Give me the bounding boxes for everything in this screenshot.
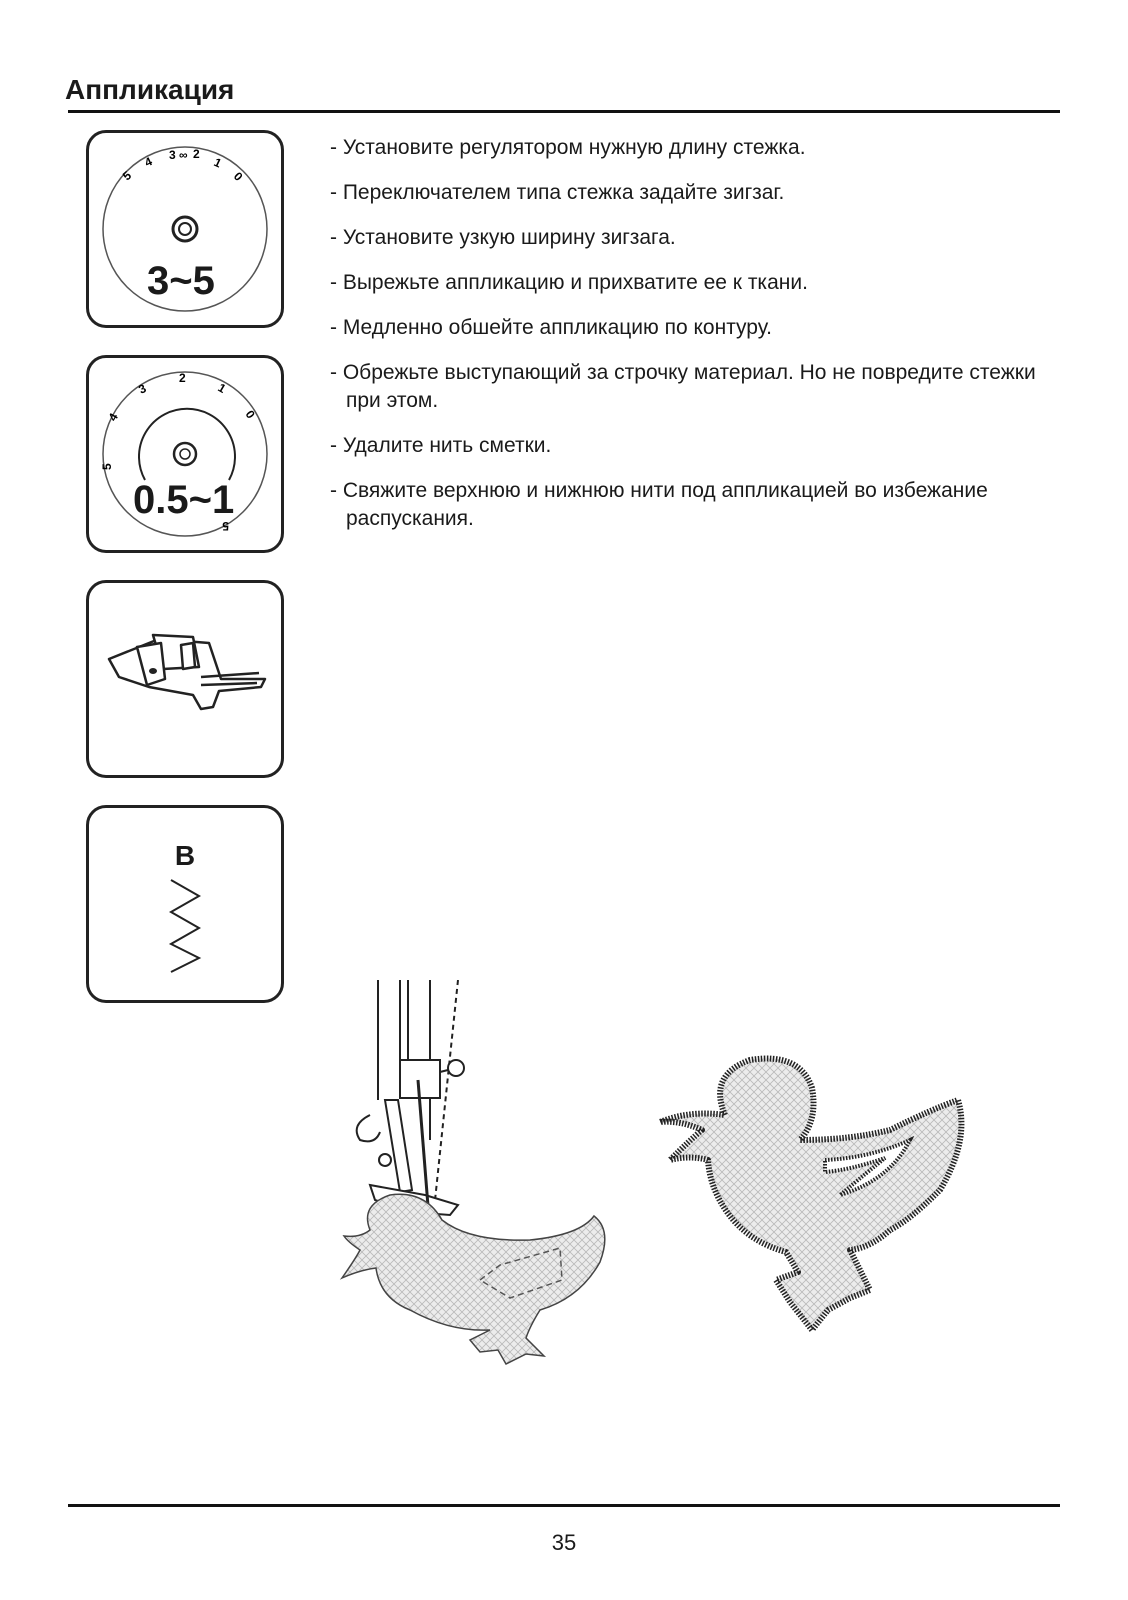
duck-applique-in-progress-icon bbox=[342, 1194, 605, 1364]
dial-number: 5 bbox=[119, 168, 135, 184]
dial-number: 1 bbox=[211, 155, 224, 171]
pattern-letter: B bbox=[174, 840, 196, 871]
stitch-length-panel bbox=[86, 130, 284, 328]
page-number: 35 bbox=[551, 1530, 577, 1555]
dial-number: 5 bbox=[222, 519, 229, 533]
instruction-item: - Вырежьте аппликацию и прихватите ее к ткани. bbox=[330, 271, 808, 294]
instruction-list bbox=[330, 134, 1050, 550]
applique-illustration bbox=[330, 980, 1030, 1420]
title-rule bbox=[68, 110, 1060, 113]
pattern-panel bbox=[86, 805, 284, 1003]
svg-text:∞: ∞ bbox=[179, 148, 188, 162]
dial-number: 2 bbox=[179, 371, 186, 385]
instruction-item: - Обрежьте выступающий за строчку материал. Но не повредите стежки при этом. bbox=[330, 361, 1036, 412]
zigzag-foot-icon bbox=[89, 583, 281, 775]
instruction-item: - Установите регулятором нужную длину стежка. bbox=[330, 136, 806, 159]
stitch-width-value: 0.5~1 bbox=[133, 478, 235, 522]
dial-number: 5 bbox=[100, 463, 114, 470]
zigzag-stitch-icon bbox=[89, 808, 281, 1000]
instruction-item: - Установите узкую ширину зигзага. bbox=[330, 226, 676, 249]
dial-number: 1 bbox=[215, 380, 229, 396]
dial-number: 4 bbox=[105, 410, 121, 424]
page-title: Аппликация bbox=[65, 74, 235, 105]
dial-number: 3 bbox=[169, 148, 176, 162]
instruction-item: - Свяжите верхнюю и нижнюю нити под аппликацией во избежание распускания. bbox=[330, 479, 988, 530]
dial-number: 0 bbox=[230, 169, 246, 184]
instruction-item: - Медленно обшейте аппликацию по контуру. bbox=[330, 316, 772, 339]
dial-number: 4 bbox=[142, 154, 155, 170]
duck-applique-finished-icon bbox=[660, 1059, 961, 1330]
footer-rule bbox=[68, 1504, 1060, 1507]
stitch-width-panel bbox=[86, 355, 284, 553]
presser-foot-panel bbox=[86, 580, 284, 778]
sewing-machine-foot-icon bbox=[357, 980, 464, 1215]
instruction-item: - Удалите нить сметки. bbox=[330, 434, 552, 457]
dial-number: 3 bbox=[136, 381, 149, 397]
instruction-item: - Переключателем типа стежка задайте зигзаг. bbox=[330, 181, 785, 204]
stitch-length-value: 3~5 bbox=[147, 259, 215, 303]
dial-number: 0 bbox=[242, 407, 258, 422]
dial-number: 2 bbox=[193, 147, 200, 161]
